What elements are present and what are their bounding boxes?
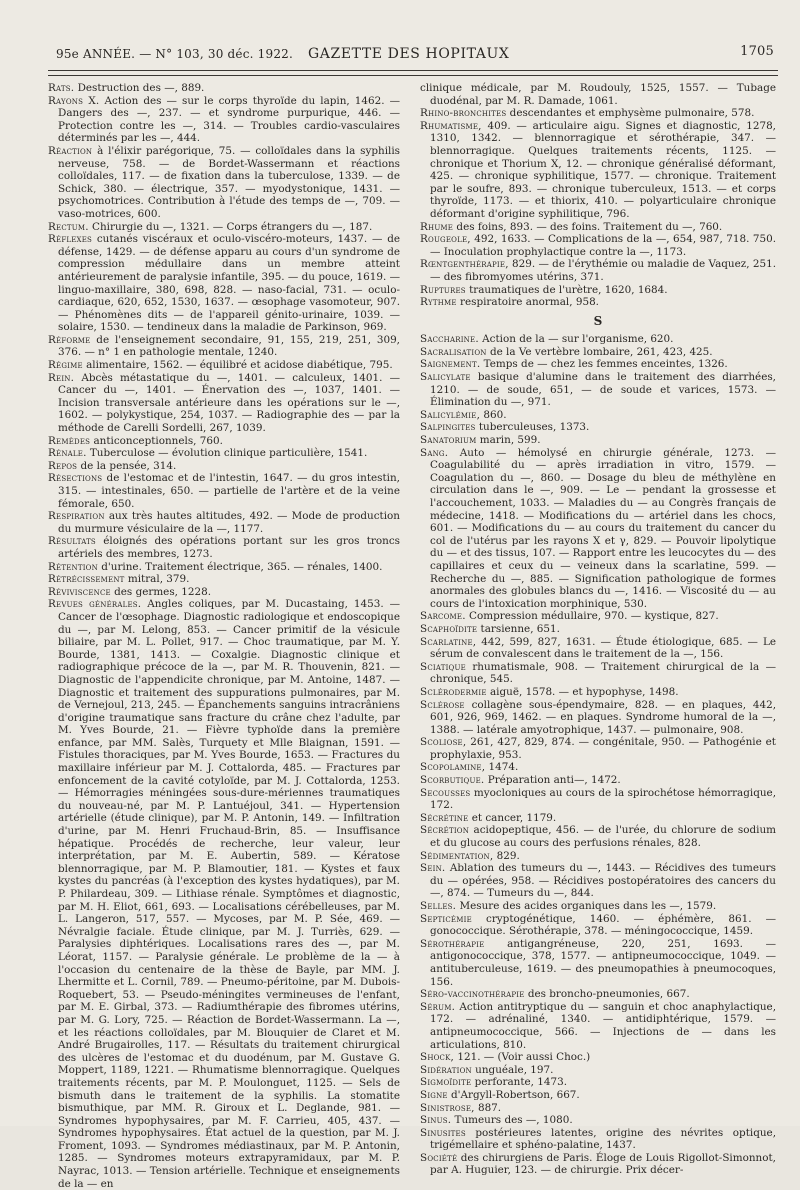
index-entry xyxy=(420,233,776,258)
index-keyword: Rein. xyxy=(48,371,75,384)
page-header xyxy=(56,44,774,70)
index-keyword: Sclérodermie xyxy=(420,685,487,698)
index-entry xyxy=(420,1102,776,1115)
index-references: marin, 599. xyxy=(476,434,541,447)
index-keyword: Scaphoïdite xyxy=(420,622,478,635)
index-column-right xyxy=(420,82,776,1177)
index-references: antigangréneuse, 220, 251, 1693. — antigonococcique, 378, 1577. — antipneumococcique, 1049. — antituberculeuse, 1619. — des pneumopathies à pneumocoques, 156. xyxy=(430,937,776,988)
index-entry xyxy=(420,1127,776,1152)
index-keyword: Selles. xyxy=(420,900,457,912)
index-keyword: Scorbutique. xyxy=(420,774,485,787)
index-keyword: Sérum. xyxy=(420,1000,456,1013)
index-keyword: Salicylémie, xyxy=(420,408,481,421)
index-references: mitral, 379. xyxy=(124,573,190,586)
index-keyword: Shock, xyxy=(420,1051,455,1064)
journal-title: GAZETTE DES HOPITAUX xyxy=(308,46,510,62)
index-keyword: Sigmoïdite xyxy=(420,1076,472,1089)
index-references: 409. — articulaire aigu. Signes et diagnostic, 1278, 1310, 1342. — blennorragique et sérothérapie, 347. — blennorragique. Quelques traitements récents, 1125. — chronique et Thorium X, 12. — chronique généralisé déformant, 425. — chronique syphilitique, 1577. — chronique. Traitement par le soufre, 893. — chronique tuberculeux, 1513. — et corps thyroïde, 1173. — et thiorix, 410. — polyarticulaire chronique déformant d'origine syphilitique, 796. xyxy=(430,119,776,220)
index-references: Temps de — chez les femmes enceintes, 1326. xyxy=(480,358,728,371)
index-entry xyxy=(420,358,776,371)
index-references: basique d'alumine dans le traitement des diarrhées, 1210. — de soude, 651, — de soude et varices, 1573. — Élimination du —, 971. xyxy=(430,371,776,409)
index-entry xyxy=(420,296,776,309)
index-keyword: Sidération xyxy=(420,1063,472,1076)
index-keyword: Ruptures xyxy=(420,283,466,296)
index-keyword: Repos xyxy=(48,459,78,472)
index-entry xyxy=(420,371,776,409)
index-keyword: Rhume xyxy=(420,220,454,233)
index-references: Action antitryptique du — sanguin et choc anaphylactique, 172. — adrénaliné, 1340. — antidiphtérique, 1579. — antipneumococcique, 566. — Injections de — dans les articulations, 810. xyxy=(430,1000,776,1051)
page-number: 1705 xyxy=(740,44,774,59)
index-entry xyxy=(420,862,776,900)
index-entry xyxy=(420,1089,776,1102)
index-entry xyxy=(48,95,400,145)
index-entry xyxy=(48,573,400,586)
index-references: descendantes et emphysème pulmonaire, 578. xyxy=(506,107,755,120)
index-references: Auto — hémolysé en chirurgie générale, 1273. — Coagulabilité du — après irradiation in vitro, 1579. — Coagulation du —, 860. — Dosage du bleu de méthylène en circulation dans le —, 909. — Le — pendant la grossesse et l'accouchement, 1033. — Maladies du — au Congrès français de médecine, 1418. — Modifications du — artériel dans les chocs, 601. — Modifications du — au cours du traitement du cancer du col de l'utérus par les rayons X et γ, 829. — Pouvoir lipolytique du — et des tissus, 107. — Rapport entre les leucocytes du — des capillaires et ceux du — veineux dans la scarlatine, 599. — Recherche du —, 885. — Signification pathologique de formes anormales des globules blancs du —, 1416. — Viscosité du — au cours de l'intoxication morphinique, 530. xyxy=(430,446,776,610)
index-entry xyxy=(420,346,776,359)
index-entry xyxy=(420,82,776,107)
index-keyword: Sang. xyxy=(420,446,449,459)
index-references: Angles coliques, par M. Ducastaing, 1453. — Cancer de l'œsophage. Diagnostic radiologique et endoscopique du —, par M. Lelong, 853. — Cancer primitif de la vésicule biliaire, par M. L. Pollet, 917. — Choc traumatique, par M. Y. Bourde, 1381, 1413. — Coxalgie. Diagnostic clinique et radiographique précoce de la —, par M. R. Thouvenin, 821. — Diagnostic de l'appendicite chronique, par M. Antoine, 1487. — Diagnostic et traitement des suppurations pulmonaires, par M. de Vernejoul, 213, 245. — Épanchements sanguins intracrâniens d'origine traumatique sans fracture du crâne chez l'adulte, par M. Yves Bourde, 21. — Fièvre typhoïde dans la première enfance, par MM. Salès, Turquety et Mlle Blaignan, 1591. — Fistules thoraciques, par M. Yves Bourde, 1653. — Fractures du maxillaire inférieur par M. J. Cottalorda, 485. — Fractures par enfoncement de la cavité cotyloïde, par M. J. Cottalorda, 1253. — Hémorragies méningées sous-dure-mériennes traumatiques du nouveau-né, par M. P. Lantuéjoul, 341. — Hypertension artérielle (étude clinique), par M. P. Antonin, 149. — Infiltration d'urine, par M. Henri Fruchaud-Brin, 85. — Insuffisance hépatique. Procédés de recherche, leur valeur, leur interprétation, par M. E. Aubertin, 589. — Kératose blennorragique, par M. P. Blamoutier, 181. — Kystes et faux kystes du pancréas (à l'exception des kystes hydatiques), par M. P. Philardeau, 309. — Lithiase rénale. Symptômes et diagnostic, par M. H. Eliot, 661, 693. — Localisations cérébelleuses, par M. L. Langeron, 517, 557. — Mycoses, par M. P. Sée, 469. — Névralgie faciale. Étude clinique, par M. J. Turriès, 629. — Paralysies diphtériques. Localisations rares des —, par M. Léorat, 1157. — Paralysie générale. Le problème de la — à l'occasion du centenaire de la thèse de Bayle, par MM. J. Lhermitte et L. Cornil, 789. — Pneumo-péritoine, par M. Dubois-Roquebert, 53. — Pseudo-méningites vermineuses de l'enfant, par M. E. Girbal, 373. — Radiumthérapie des fibromes utérins, par M. G. Lory, 725. — Réaction de Bordet-Wassermann. La —, et les réactions colloïdales, par M. Blouquier de Claret et M. André Brugairolles, 117. — Résultats du traitement chirurgical des ulcères de l'estomac et du duodénum, par M. Gustave G. Moppert, 1189, 1221. — Rhumatisme blennorragique. Quelques traitements récents, par M. P. Moulonguet, 1125. — Sels de bismuth dans le traitement de la syphilis. La stomatite bismuthique, par MM. R. Giroux et L. Deglande, 981. — Syndromes hypophysaires, par M. F. Carrieu, 405, 437. — Syndromes hypophysaires. État actuel de la question, par M. J. Froment, 1093. — Syndromes médiastinaux, par M. P. Antonin, 1285. — Syndromes moteurs extrapyramidaux, par M. P. Nayrac, 1013. — Tension artérielle. Technique et enseignements de la — en xyxy=(58,598,400,1190)
index-references: 492, 1633. — Complications de la —, 654, 987, 718. 750. — Inoculation prophylactique contre la —, 1173. xyxy=(430,233,776,258)
index-entry xyxy=(48,372,400,435)
index-references: 121. — (Voir aussi Choc.) xyxy=(454,1051,591,1064)
index-references: acidopeptique, 456. — de l'urée, du chlorure de sodium et du glucose au cours des perfusions rénales, 828. xyxy=(430,824,776,850)
index-entry xyxy=(420,1076,776,1089)
index-references: de la pensée, 314. xyxy=(77,459,177,472)
index-references: d'urine. Traitement électrique, 365. — rénales, 1400. xyxy=(97,560,383,573)
index-column-left xyxy=(48,82,400,1190)
index-references: traumatiques de l'urètre, 1620, 1684. xyxy=(465,283,668,296)
index-references: postérieures latentes, origine des névrites optique, trigémellaire et sphéno-palatine, 1437. xyxy=(430,1126,776,1152)
index-keyword: Réaction xyxy=(48,144,93,157)
index-references: tarsienne, 651. xyxy=(477,622,560,635)
index-keyword: Séro-vaccinothérapie xyxy=(420,988,525,1001)
index-references: clinique médicale, par M. Roudouly, 1525, 1557. — Tubage duodénal, par M. R. Damade, 1061. xyxy=(420,82,776,107)
issue-info: 95e ANNÉE. — N° 103, 30 déc. 1922. xyxy=(56,47,294,61)
index-references: Préparation anti—, 1472. xyxy=(484,774,621,787)
index-entry xyxy=(420,1001,776,1051)
index-keyword: Sinusites xyxy=(420,1126,466,1139)
index-keyword: Scarlatine, xyxy=(420,635,477,648)
index-references: et cancer, 1179. xyxy=(468,811,557,824)
index-entry xyxy=(420,938,776,988)
index-keyword: Rayons X. xyxy=(48,94,100,107)
index-entry xyxy=(420,900,776,913)
entries-r-section xyxy=(420,82,776,309)
index-references: 1474. xyxy=(485,761,519,774)
index-entry xyxy=(48,447,400,460)
index-references: des broncho-pneumonies, 667. xyxy=(524,988,690,1001)
index-references: 860. xyxy=(480,408,507,421)
index-references: Compression médullaire, 970. — kystique, 827. xyxy=(465,610,719,623)
index-references: d'Argyll-Robertson, 667. xyxy=(447,1088,580,1101)
index-entry xyxy=(420,333,776,346)
index-entry xyxy=(48,145,400,221)
index-entry xyxy=(420,686,776,699)
header-double-rule xyxy=(48,70,778,76)
index-keyword: Sein. xyxy=(420,862,446,875)
index-entry xyxy=(48,460,400,473)
index-entry xyxy=(420,623,776,636)
index-entry xyxy=(420,120,776,221)
index-keyword: Secousses xyxy=(420,786,471,799)
index-entry xyxy=(48,435,400,448)
index-references: myocloniques au cours de la spirochétose hémorragique, 172. xyxy=(430,786,776,812)
index-entry xyxy=(48,586,400,599)
index-references: Ablation des tumeurs du —, 1443. — Récidives des tumeurs du — opérées, 958. — Récidives postopératoires des cancers du —, 874. — Tumeurs du —, 844. xyxy=(430,862,776,900)
index-entry xyxy=(420,699,776,737)
index-entry xyxy=(420,421,776,434)
index-references: tuberculeuses, 1373. xyxy=(475,421,590,434)
index-keyword: Société xyxy=(420,1151,458,1164)
index-keyword: Sarcome. xyxy=(420,610,466,623)
index-references: des chirurgiens de Paris. Éloge de Louis Rigollot-Simonnot, par A. Huguier, 123. — de chirurgie. Prix décer- xyxy=(430,1151,776,1177)
index-keyword: Réforme xyxy=(48,333,91,346)
index-references: cutanés viscéraux et oculo-viscéro-moteurs, 1437. — de défense, 1429. — de défense apparu au cours d'un syndrome de compression médullaire dans un membre atteint antérieurement de paralysie infantile, 395. — du pouce, 1619. — linguo-maxillaire, 380, 698, 828. — naso-facial, 731. — oculo-cardiaque, 620, 652, 1530, 1637. — œsophage vasomoteur, 907. — Phénomènes dits — de l'appareil génito-urinaire, 1039. — solaire, 1530. — tendineux dans la maladie de Parkinson, 969. xyxy=(58,233,400,334)
index-entry xyxy=(48,598,400,1190)
index-entry xyxy=(420,988,776,1001)
index-keyword: Rétention xyxy=(48,560,98,573)
index-keyword: Rétrécissement xyxy=(48,573,125,586)
index-entry xyxy=(48,221,400,234)
index-keyword: Revues générales. xyxy=(48,598,142,611)
index-keyword: Rhumatisme, xyxy=(420,119,482,132)
index-entry xyxy=(48,359,400,372)
index-entry xyxy=(48,561,400,574)
index-references: de la Ve vertèbre lombaire, 261, 423, 425. xyxy=(486,345,713,358)
index-references: respiratoire anormal, 958. xyxy=(456,296,599,309)
index-references: rhumatismale, 908. — Traitement chirurgical de la — chronique, 545. xyxy=(430,660,776,686)
index-entry xyxy=(420,107,776,120)
index-keyword: Signe xyxy=(420,1088,448,1101)
index-keyword: Sécrétine xyxy=(420,811,469,824)
index-keyword: Sérothérapie xyxy=(420,937,485,950)
index-keyword: Septicémie xyxy=(420,912,472,925)
index-entry xyxy=(48,233,400,334)
index-entry xyxy=(420,221,776,234)
index-keyword: Sciatique xyxy=(420,660,466,673)
index-references: cryptogénétique, 1460. — éphémère, 861. — gonococcique. Sérothérapie, 378. — méningococcique, 1459. xyxy=(430,912,776,938)
index-references: unguéale, 197. xyxy=(471,1063,554,1076)
index-keyword: Respiration xyxy=(48,510,105,523)
index-keyword: Saignement. xyxy=(420,358,481,371)
index-entry xyxy=(420,258,776,283)
entries-s-section xyxy=(420,333,776,1177)
index-keyword: Rats. xyxy=(48,82,75,94)
index-entry xyxy=(420,787,776,812)
index-keyword: Sécrétion xyxy=(420,824,470,837)
index-entry xyxy=(48,535,400,560)
index-keyword: Rectum. xyxy=(48,220,89,233)
index-references: 829. xyxy=(493,849,520,862)
index-keyword: Résultats xyxy=(48,535,96,548)
index-references: aux très hautes altitudes, 492. — Mode de production du murmure vésiculaire de la —, 1177. xyxy=(58,510,400,535)
index-entry xyxy=(420,636,776,661)
index-references: perforante, 1473. xyxy=(471,1076,568,1089)
index-references: de l'enseignement secondaire, 91, 155, 219, 251, 309, 376. — n° 1 en pathologie mentale, 1240. xyxy=(58,333,400,359)
index-references: Action de la — sur l'organisme, 620. xyxy=(478,333,674,346)
index-keyword: Rhino-bronchites xyxy=(420,107,507,120)
index-references: Abcès métastatique du —, 1401. — calculeux, 1401. — Cancer du —, 1401. — Énervation des —, 1037, 1401. — Incision transversale antérieure dans les opérations sur le —, 1602. — polykystique, 254, 1037. — Radiographie des — par la méthode de Carelli Sordelli, 267, 1039. xyxy=(58,371,400,435)
index-keyword: Sinus. xyxy=(420,1114,452,1127)
index-entry xyxy=(420,434,776,447)
index-references: alimentaire, 1562. — équilibré et acidose diabétique, 795. xyxy=(82,359,393,372)
index-references: 442, 599, 827, 1631. — Étude étiologique, 685. — Le sérum de convalescent dans le traitement de la —, 156. xyxy=(430,635,776,661)
index-entry xyxy=(420,1114,776,1127)
index-entry xyxy=(420,284,776,297)
index-references: Mesure des acides organiques dans les —, 1579. xyxy=(456,900,717,912)
index-references: des germes, 1228. xyxy=(110,585,212,598)
index-entry xyxy=(420,850,776,863)
index-references: Destruction des —, 889. xyxy=(74,82,205,94)
index-references: collagène sous-épendymaire, 828. — en plaques, 442, 601, 926, 969, 1462. — en plaques. Syndrome humoral de la —, 1388. — latérale amyotrophique, 1437. — pulmonaire, 908. xyxy=(430,698,776,736)
index-keyword: Régime xyxy=(48,359,83,372)
index-entry xyxy=(420,824,776,849)
index-references: Action des — sur le corps thyroïde du lapin, 1462. — Dangers des —, 237. — et syndrome purpurique, 446. — Protection contre les —, 314. — Troubles cardio-vasculaires déterminés par les —, 444. xyxy=(58,94,400,145)
index-keyword: Rougeole, xyxy=(420,233,471,246)
index-keyword: Sclérose xyxy=(420,698,465,711)
index-keyword: Résections xyxy=(48,472,103,485)
index-references: à l'élixir parégorique, 75. — colloïdales dans la syphilis nerveuse, 758. — de Bordet-Wassermann et réactions colloïdales, 117. — de fixation dans la tuberculose, 1339. — de Schick, 380. — électrique, 357. — myodystonique, 1431. — psychomotrices. Contribution à l'étude des temps de —, 709. — vaso-motrices, 600. xyxy=(58,144,400,220)
index-references: 887. xyxy=(474,1101,502,1114)
index-keyword: Scoliose, xyxy=(420,736,467,749)
index-entry xyxy=(420,610,776,623)
index-references: des foins, 893. — des foins. Traitement du —, 760. xyxy=(453,220,723,233)
index-references: 261, 427, 829, 874. — congénitale, 950. — Pathogénie et prophylaxie, 953. xyxy=(430,736,776,761)
index-references: anticonceptionnels, 760. xyxy=(90,434,223,447)
index-references: éloignés des opérations portant sur les gros troncs artériels des membres, 1273. xyxy=(58,535,400,560)
index-entry xyxy=(420,812,776,825)
index-keyword: Remèdes xyxy=(48,434,91,447)
index-references: 829. — de l'érythémie ou maladie de Vaquez, 251. — des fibromyomes utérins, 371. xyxy=(430,258,776,283)
index-entry xyxy=(420,774,776,787)
index-references: de l'estomac et de l'intestin, 1647. — du gros intestin, 315. — intestinales, 650. — partielle de l'artère et de la veine fémorale, 650. xyxy=(58,472,400,510)
index-references: aiguë, 1578. — et hypophyse, 1498. xyxy=(486,685,679,698)
section-letter-heading: S xyxy=(593,313,603,328)
index-entry xyxy=(48,82,400,95)
index-keyword: Sédimentation, xyxy=(420,849,494,862)
index-keyword: Rythme xyxy=(420,296,457,309)
index-keyword: Rénale. xyxy=(48,447,87,460)
index-keyword: Rœntgenthérapie, xyxy=(420,258,509,271)
index-entry xyxy=(420,447,776,611)
index-keyword: Salpingites xyxy=(420,421,476,434)
index-keyword: Sanatorium xyxy=(420,434,477,447)
index-keyword: Scopolamine, xyxy=(420,761,486,774)
index-keyword: Sinistrose, xyxy=(420,1101,475,1114)
index-entry xyxy=(420,1152,776,1177)
index-entry xyxy=(420,913,776,938)
index-keyword: Réviviscence xyxy=(48,585,111,598)
index-entry xyxy=(420,761,776,774)
index-entry xyxy=(420,1064,776,1077)
index-keyword: Salicylate xyxy=(420,371,471,384)
index-entry xyxy=(48,472,400,510)
index-references: Chirurgie du —, 1321. — Corps étrangers du —, 187. xyxy=(88,220,373,233)
index-entry xyxy=(420,736,776,761)
index-entry xyxy=(420,1051,776,1064)
index-keyword: Réflexes xyxy=(48,233,93,246)
index-entry xyxy=(48,510,400,535)
index-references: Tumeurs des —, 1080. xyxy=(451,1114,573,1127)
index-references: Tuberculose — évolution clinique particulière, 1541. xyxy=(86,447,368,460)
index-entry xyxy=(48,334,400,359)
index-keyword: Sacralisation xyxy=(420,345,487,358)
index-entry xyxy=(420,409,776,422)
index-entry xyxy=(420,661,776,686)
index-keyword: Saccharine. xyxy=(420,333,479,346)
